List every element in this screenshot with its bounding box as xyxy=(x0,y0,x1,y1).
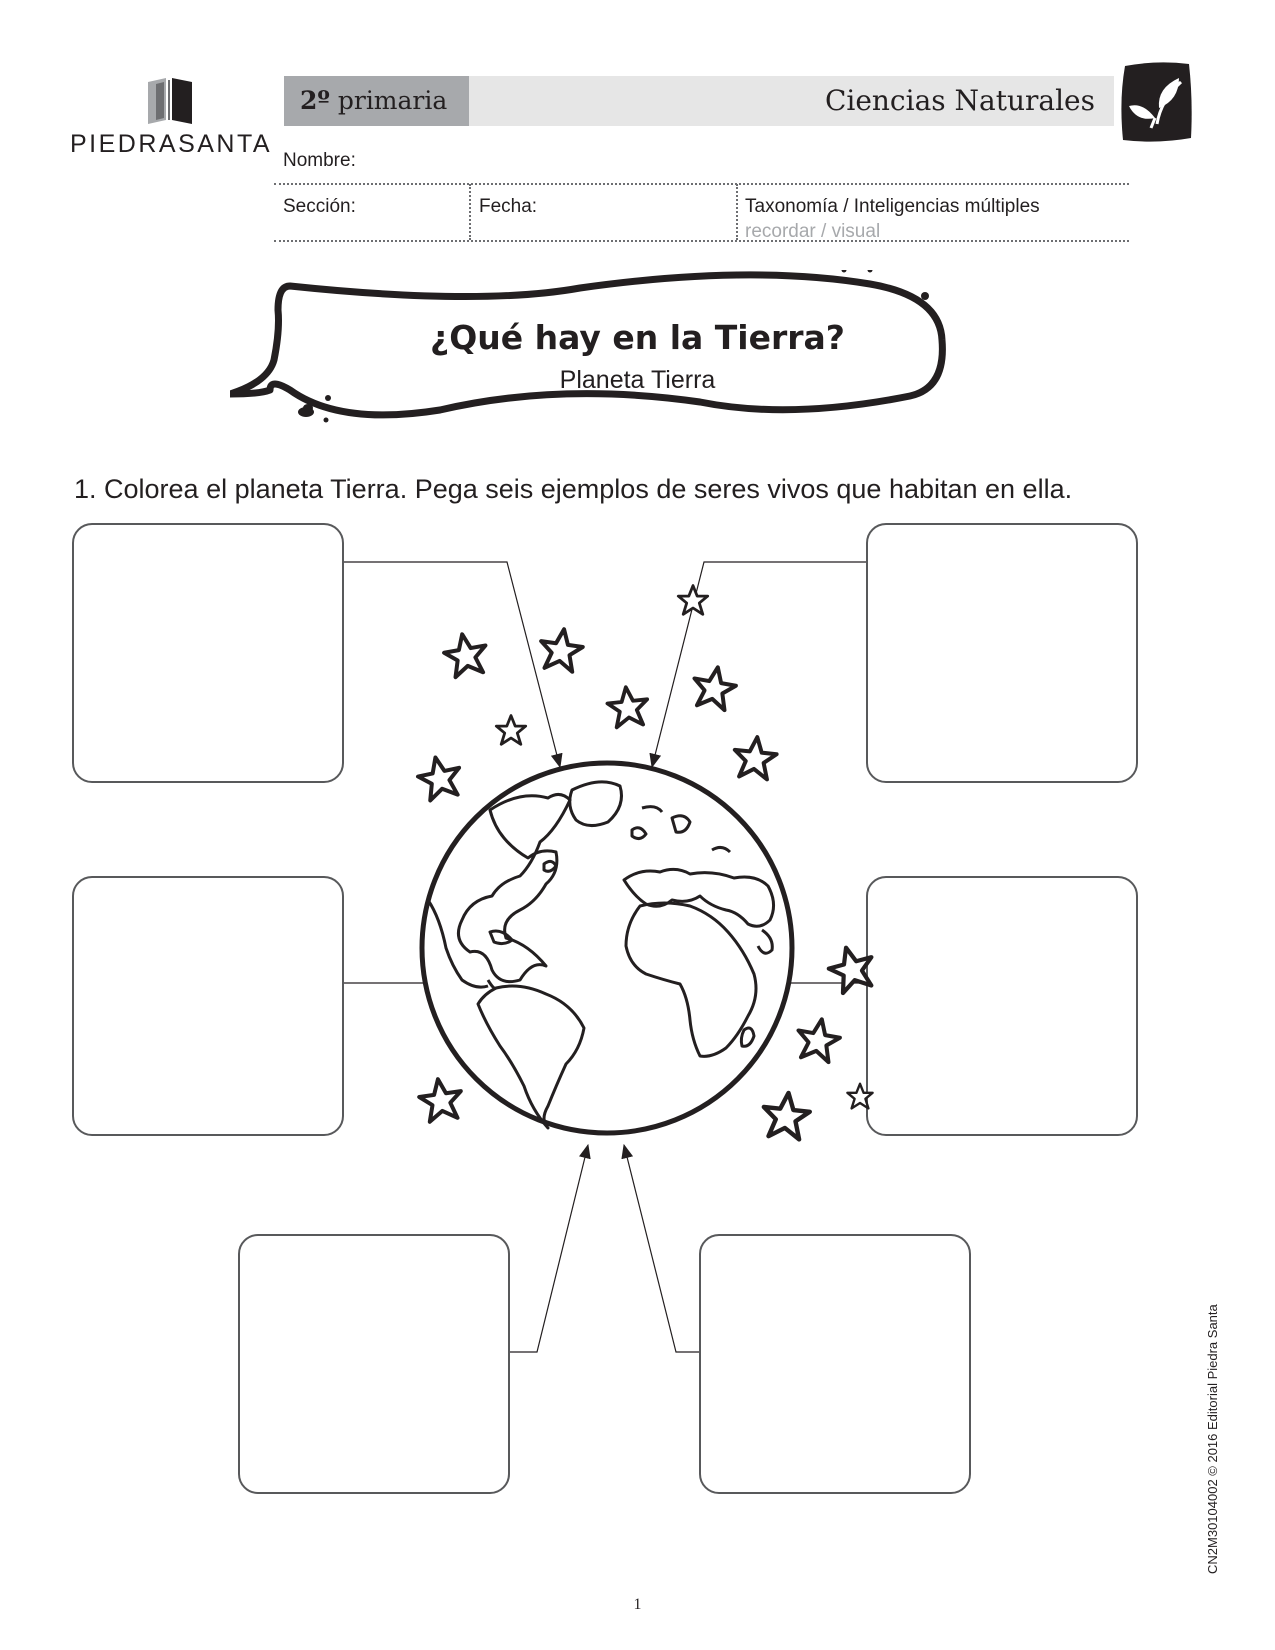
name-field-label: Nombre: xyxy=(283,150,356,171)
arrow-bottom-right xyxy=(624,1145,699,1352)
star-icon xyxy=(441,631,489,679)
arrow-top-right xyxy=(652,562,866,767)
star-icon xyxy=(606,685,650,728)
copyright-code: CN2M30104002 © 2016 Editorial Piedra Santa xyxy=(1205,1304,1220,1574)
north-america xyxy=(458,794,570,981)
title-banner xyxy=(230,270,990,455)
paste-box-middle-left[interactable] xyxy=(72,876,344,1136)
star-icon xyxy=(732,735,778,780)
form-divider xyxy=(736,184,738,240)
form-divider xyxy=(274,240,1129,242)
star-icon xyxy=(415,753,465,802)
paste-box-top-left[interactable] xyxy=(72,523,344,783)
book-logo-icon xyxy=(144,76,196,126)
taxonomy-value: recordar / visual xyxy=(745,221,881,242)
grade-text: primaria xyxy=(337,86,448,115)
grade-number: 2º xyxy=(300,86,330,115)
activity-subtitle: Planeta Tierra xyxy=(559,366,716,394)
arrow-bottom-left xyxy=(510,1145,588,1352)
publisher-name: PIEDRASANTA xyxy=(70,130,273,158)
subject-title: Ciencias Naturales xyxy=(824,84,1095,117)
grade-label xyxy=(284,76,469,126)
form-divider xyxy=(274,183,1129,185)
star-icon xyxy=(496,716,525,745)
taxonomy-label: Taxonomía / Inteligencias múltiples xyxy=(745,196,1040,217)
star-icon xyxy=(794,1016,842,1064)
star-icon xyxy=(678,586,707,615)
activity-title: ¿Qué hay en la Tierra? xyxy=(430,318,845,357)
paste-box-bottom-right[interactable] xyxy=(699,1234,971,1494)
star-icon xyxy=(690,664,738,712)
arrow-top-left xyxy=(344,562,560,767)
section-field-label: Sección: xyxy=(283,196,356,217)
madagascar xyxy=(741,1028,754,1046)
star-icon xyxy=(761,1091,812,1141)
south-america xyxy=(478,986,584,1128)
earth-globe xyxy=(422,763,792,1133)
star-icon xyxy=(538,626,585,672)
paste-box-top-right[interactable] xyxy=(866,523,1138,783)
europe xyxy=(624,869,774,926)
paste-box-bottom-left[interactable] xyxy=(238,1234,510,1494)
page-number: 1 xyxy=(633,1596,642,1613)
greenland xyxy=(570,782,622,826)
stars xyxy=(415,586,879,1141)
west-coast xyxy=(428,900,488,987)
africa xyxy=(626,903,756,1056)
paste-box-middle-right[interactable] xyxy=(866,876,1138,1136)
instruction-text: 1. Colorea el planeta Tierra. Pega seis ejemplos de seres vivos que habitan en ella. xyxy=(74,474,1073,504)
date-field-label: Fecha: xyxy=(479,196,538,217)
star-icon xyxy=(417,1076,464,1122)
leaf-icon xyxy=(1117,60,1195,144)
publisher-logo xyxy=(70,72,273,162)
form-divider xyxy=(469,184,471,240)
